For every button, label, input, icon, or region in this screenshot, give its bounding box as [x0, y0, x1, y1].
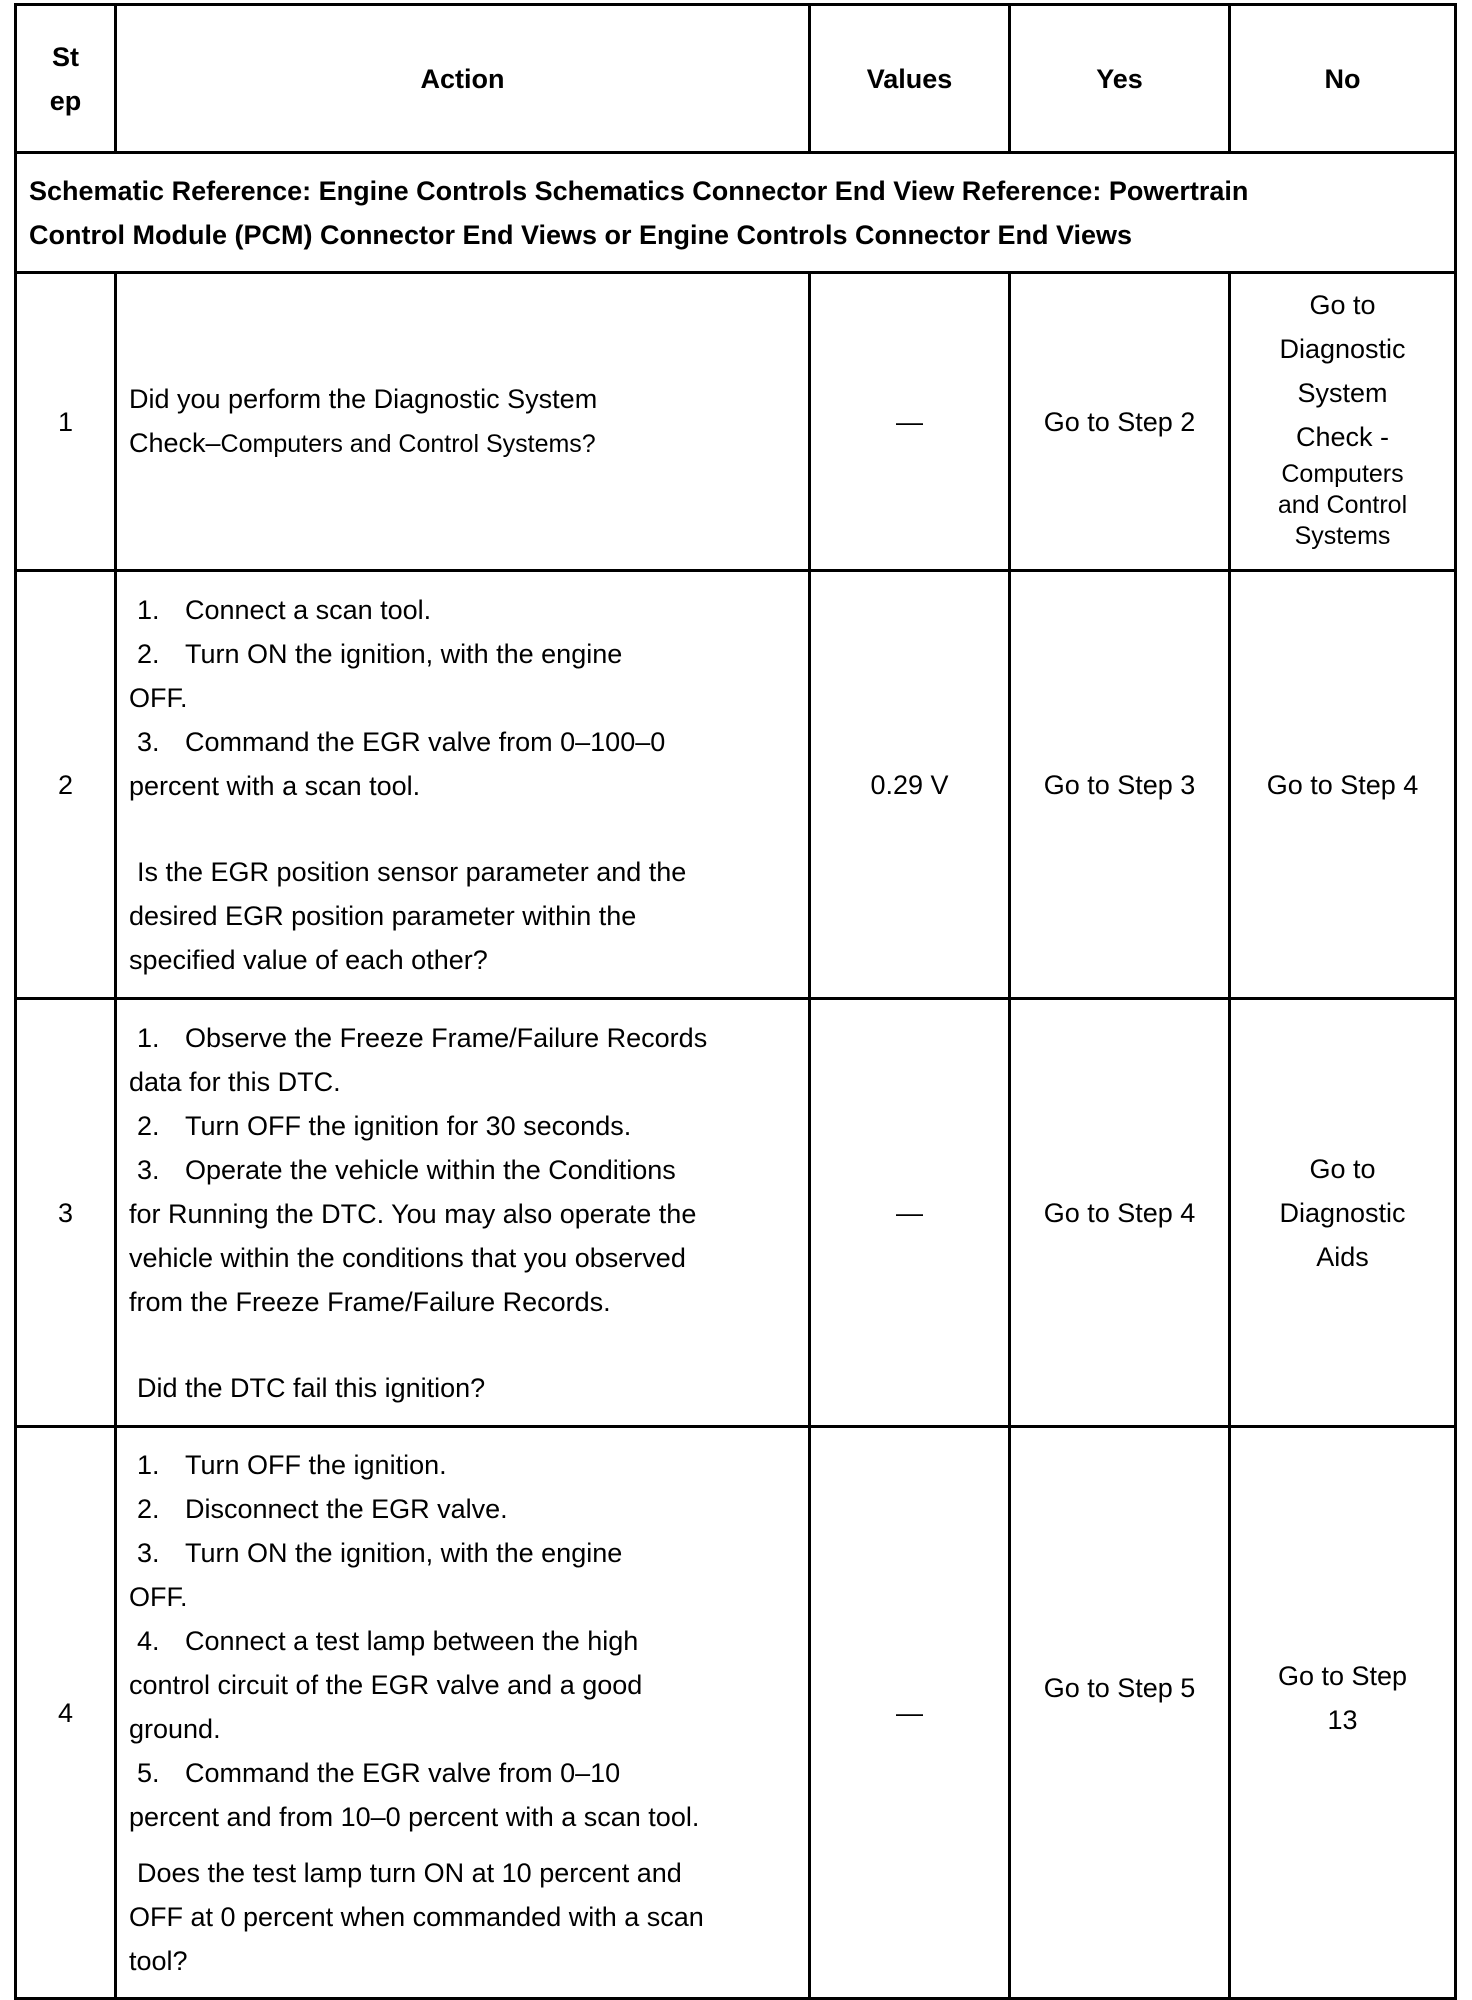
schematic-row [16, 153, 1456, 273]
item-number: 1. [137, 594, 160, 625]
header-step [16, 5, 116, 153]
step-value: — [810, 999, 1010, 1427]
spacer [129, 1839, 796, 1851]
no-link[interactable] [1230, 999, 1456, 1427]
item-number: 3. [137, 1537, 160, 1568]
question-text: specified value of each other? [129, 944, 488, 975]
step-number: 4 [16, 1427, 116, 1999]
item-text: OFF. [129, 1581, 188, 1612]
schematic-reference [16, 153, 1456, 273]
item-text: Turn ON the ignition, with the engine [185, 1537, 623, 1568]
item-number: 3. [137, 1154, 160, 1185]
action-item [129, 632, 796, 676]
item-text: Command the EGR valve from 0–10 [185, 1757, 621, 1788]
table-row [16, 571, 1456, 999]
item-text: from the Freeze Frame/Failure Records. [129, 1286, 611, 1317]
step-value: — [810, 273, 1010, 571]
item-text: Observe the Freeze Frame/Failure Records [185, 1022, 708, 1053]
item-text: for Running the DTC. You may also operate the [129, 1198, 697, 1229]
item-number: 1. [137, 1449, 160, 1480]
step-value: 0.29 V [810, 571, 1010, 999]
no-text: Go to Step [1277, 1660, 1408, 1691]
header-action: Action [116, 5, 810, 153]
action-line [129, 421, 796, 466]
step-action [116, 999, 810, 1427]
item-number: 5. [137, 1757, 160, 1788]
header-step-part1: St [52, 41, 79, 72]
item-number: 2. [137, 638, 160, 669]
table-row [16, 999, 1456, 1427]
no-text: and Control [1277, 491, 1408, 519]
no-text: Aids [1316, 1241, 1369, 1272]
question-text: OFF at 0 percent when commanded with a scan [129, 1901, 704, 1932]
item-number: 4. [137, 1625, 160, 1656]
action-text: Check– [129, 428, 221, 458]
no-link[interactable]: Go to Step 4 [1230, 571, 1456, 999]
action-item [129, 1531, 796, 1575]
item-text: Turn OFF the ignition. [185, 1449, 447, 1480]
item-text: vehicle within the conditions that you observed [129, 1242, 686, 1273]
no-text: Go to [1309, 1153, 1376, 1184]
no-link[interactable] [1230, 273, 1456, 571]
no-link[interactable] [1230, 1427, 1456, 1999]
item-text: Disconnect the EGR valve. [185, 1493, 508, 1524]
action-item [129, 1016, 796, 1060]
item-text: percent with a scan tool. [129, 770, 421, 801]
header-step-part2: ep [49, 85, 82, 116]
item-text: Command the EGR valve from 0–100–0 [185, 726, 666, 757]
action-item [129, 588, 796, 632]
action-item [129, 1487, 796, 1531]
no-text: 13 [1327, 1704, 1358, 1735]
yes-link[interactable]: Go to Step 3 [1010, 571, 1230, 999]
question-text: Is the EGR position sensor parameter and the [137, 856, 687, 887]
action-line: Did you perform the Diagnostic System [129, 384, 598, 414]
item-text: percent and from 10–0 percent with a scan tool. [129, 1801, 700, 1832]
action-item [129, 1104, 796, 1148]
spacer [129, 808, 796, 850]
no-text: Diagnostic [1279, 1197, 1406, 1228]
table-row [16, 273, 1456, 571]
action-item [129, 1443, 796, 1487]
step-number: 1 [16, 273, 116, 571]
item-text: Turn OFF the ignition for 30 seconds. [185, 1110, 632, 1141]
no-text: System [1297, 378, 1388, 408]
question-text: Does the test lamp turn ON at 10 percent and [137, 1857, 682, 1888]
header-values: Values [810, 5, 1010, 153]
header-no: No [1230, 5, 1456, 153]
no-text: Systems [1294, 522, 1391, 550]
item-number: 1. [137, 1022, 160, 1053]
action-item [129, 1148, 796, 1192]
step-action [116, 273, 810, 571]
item-text: ground. [129, 1713, 221, 1744]
table-row [16, 1427, 1456, 1999]
step-number: 2 [16, 571, 116, 999]
item-text: control circuit of the EGR valve and a good [129, 1669, 643, 1700]
action-text: Computers and Control Systems? [220, 430, 596, 458]
item-text: Turn ON the ignition, with the engine [185, 638, 623, 669]
yes-link[interactable]: Go to Step 5 [1010, 1427, 1230, 1999]
item-text: Connect a test lamp between the high [185, 1625, 639, 1656]
no-text: Check - [1295, 422, 1390, 452]
header-yes: Yes [1010, 5, 1230, 153]
yes-link[interactable]: Go to Step 2 [1010, 273, 1230, 571]
item-number: 2. [137, 1493, 160, 1524]
action-item [129, 720, 796, 764]
action-item [129, 1619, 796, 1663]
schematic-line-2: Control Module (PCM) Connector End Views or Engine Controls Connector End Views [29, 219, 1133, 250]
spacer [129, 1324, 796, 1366]
item-text: Connect a scan tool. [185, 594, 432, 625]
item-number: 2. [137, 1110, 160, 1141]
item-text: data for this DTC. [129, 1066, 341, 1097]
question-text: tool? [129, 1945, 188, 1976]
diagnostic-table [14, 3, 1457, 2000]
action-item [129, 1751, 796, 1795]
no-text: Go to [1309, 290, 1376, 320]
schematic-line-1: Schematic Reference: Engine Controls Schematics Connector End View Reference: Powertrain [29, 175, 1249, 206]
question-text: Did the DTC fail this ignition? [137, 1372, 486, 1403]
item-text: OFF. [129, 682, 188, 713]
step-number: 3 [16, 999, 116, 1427]
item-number: 3. [137, 726, 160, 757]
question-text: desired EGR position parameter within the [129, 900, 637, 931]
no-text: Diagnostic [1279, 334, 1406, 364]
step-value: — [810, 1427, 1010, 1999]
yes-link[interactable]: Go to Step 4 [1010, 999, 1230, 1427]
header-row [16, 5, 1456, 153]
no-text: Computers [1281, 460, 1404, 488]
item-text: Operate the vehicle within the Conditions [185, 1154, 676, 1185]
step-action [116, 1427, 810, 1999]
step-action [116, 571, 810, 999]
